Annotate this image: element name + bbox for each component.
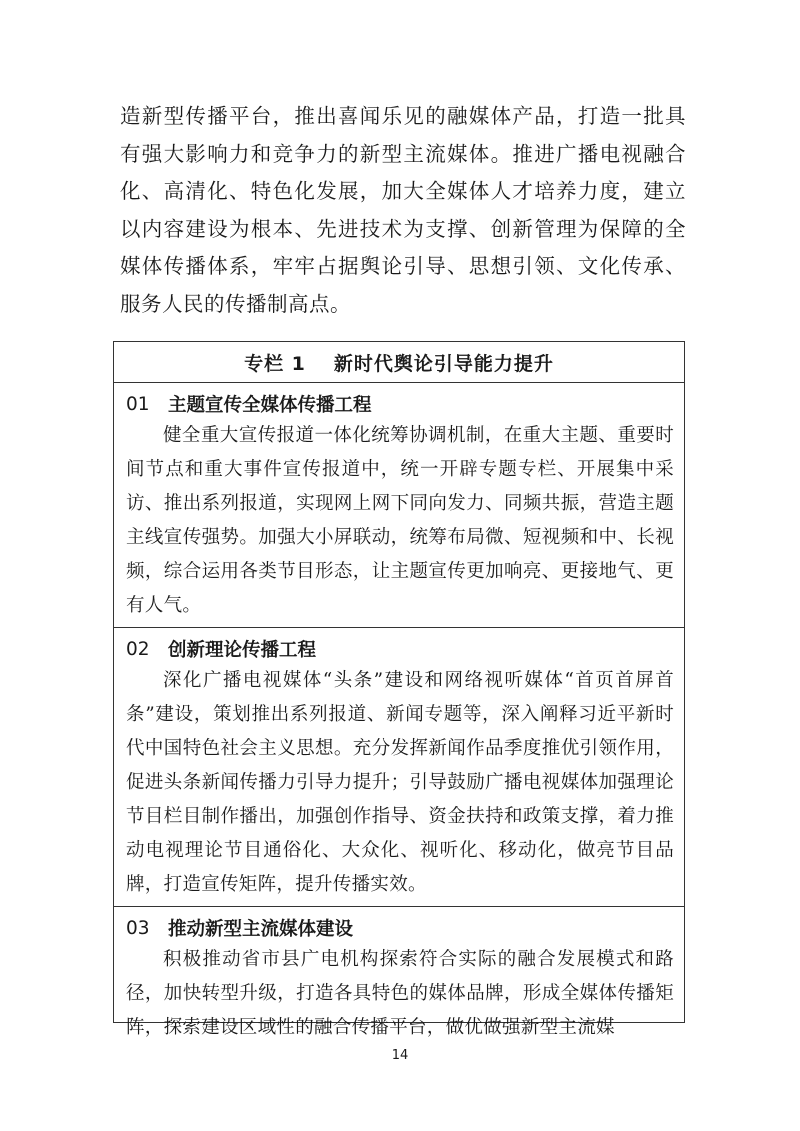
section-number: 03 xyxy=(126,917,150,939)
section-title: 创新理论传播工程 xyxy=(168,640,317,661)
section-heading xyxy=(126,913,674,943)
section-01 xyxy=(114,383,684,628)
section-body: 健全重大宣传报道一体化统筹协调机制，在重大主题、重要时间节点和重大事件宣传报道中，统一开辟专题专栏、开展集中采访、推出系列报道，实现网上网下同向发力、同频共振，营造主题主线宣传强势。加强大小屏联动，统筹布局微、短视频和中、长视频，综合运用各类节目形态，让主题宣传更加响亮、更接地气、更有人气。 xyxy=(126,425,674,616)
section-number: 02 xyxy=(126,638,150,660)
box-title xyxy=(114,342,684,383)
section-body: 深化广播电视媒体“头条”建设和网络视听媒体“首页首屏首条”建设，策划推出系列报道、新闻专题等，深入阐释习近平新时代中国特色社会主义思想。充分发挥新闻作品季度推优引领作用，促进头条新闻传播力引导力提升；引导鼓励广播电视媒体加强理论节目栏目制作播出，加强创作指导、资金扶持和政策支撑，着力推动电视理论节目通俗化、大众化、视听化、移动化，做亮节目品牌，打造宣传矩阵，提升传播实效。 xyxy=(126,670,674,895)
section-03 xyxy=(114,907,684,1049)
section-heading xyxy=(126,389,674,419)
page-number: 14 xyxy=(391,1048,409,1063)
intro-text: 造新型传播平台，推出喜闻乐见的融媒体产品，打造一批具有强大影响力和竞争力的新型主流媒体。推进广播电视融合化、高清化、特色化发展，加大全媒体人才培养力度，建立以内容建设为根本、先进技术为支撑、创新管理为保障的全媒体传播体系，牢牢占据舆论引导、思想引领、文化传承、服务人民的传播制高点。 xyxy=(120,104,686,316)
section-body: 积极推动省市县广电机构探索符合实际的融合发展模式和路径，加快转型升级，打造各具特色的媒体品牌，形成全媒体传播矩阵，探索建设区域性的融合传播平台，做优做强新型主流媒 xyxy=(126,949,674,1038)
box-title-text: 新时代舆论引导能力提升 xyxy=(333,352,554,375)
section-number: 01 xyxy=(126,393,150,415)
intro-paragraph xyxy=(120,98,686,323)
box-label: 专栏 1 xyxy=(244,352,306,375)
feature-box xyxy=(113,341,685,1038)
section-heading xyxy=(126,634,674,664)
section-02 xyxy=(114,628,684,907)
section-title: 主题宣传全媒体传播工程 xyxy=(168,395,372,416)
section-title: 推动新型主流媒体建设 xyxy=(168,919,354,940)
